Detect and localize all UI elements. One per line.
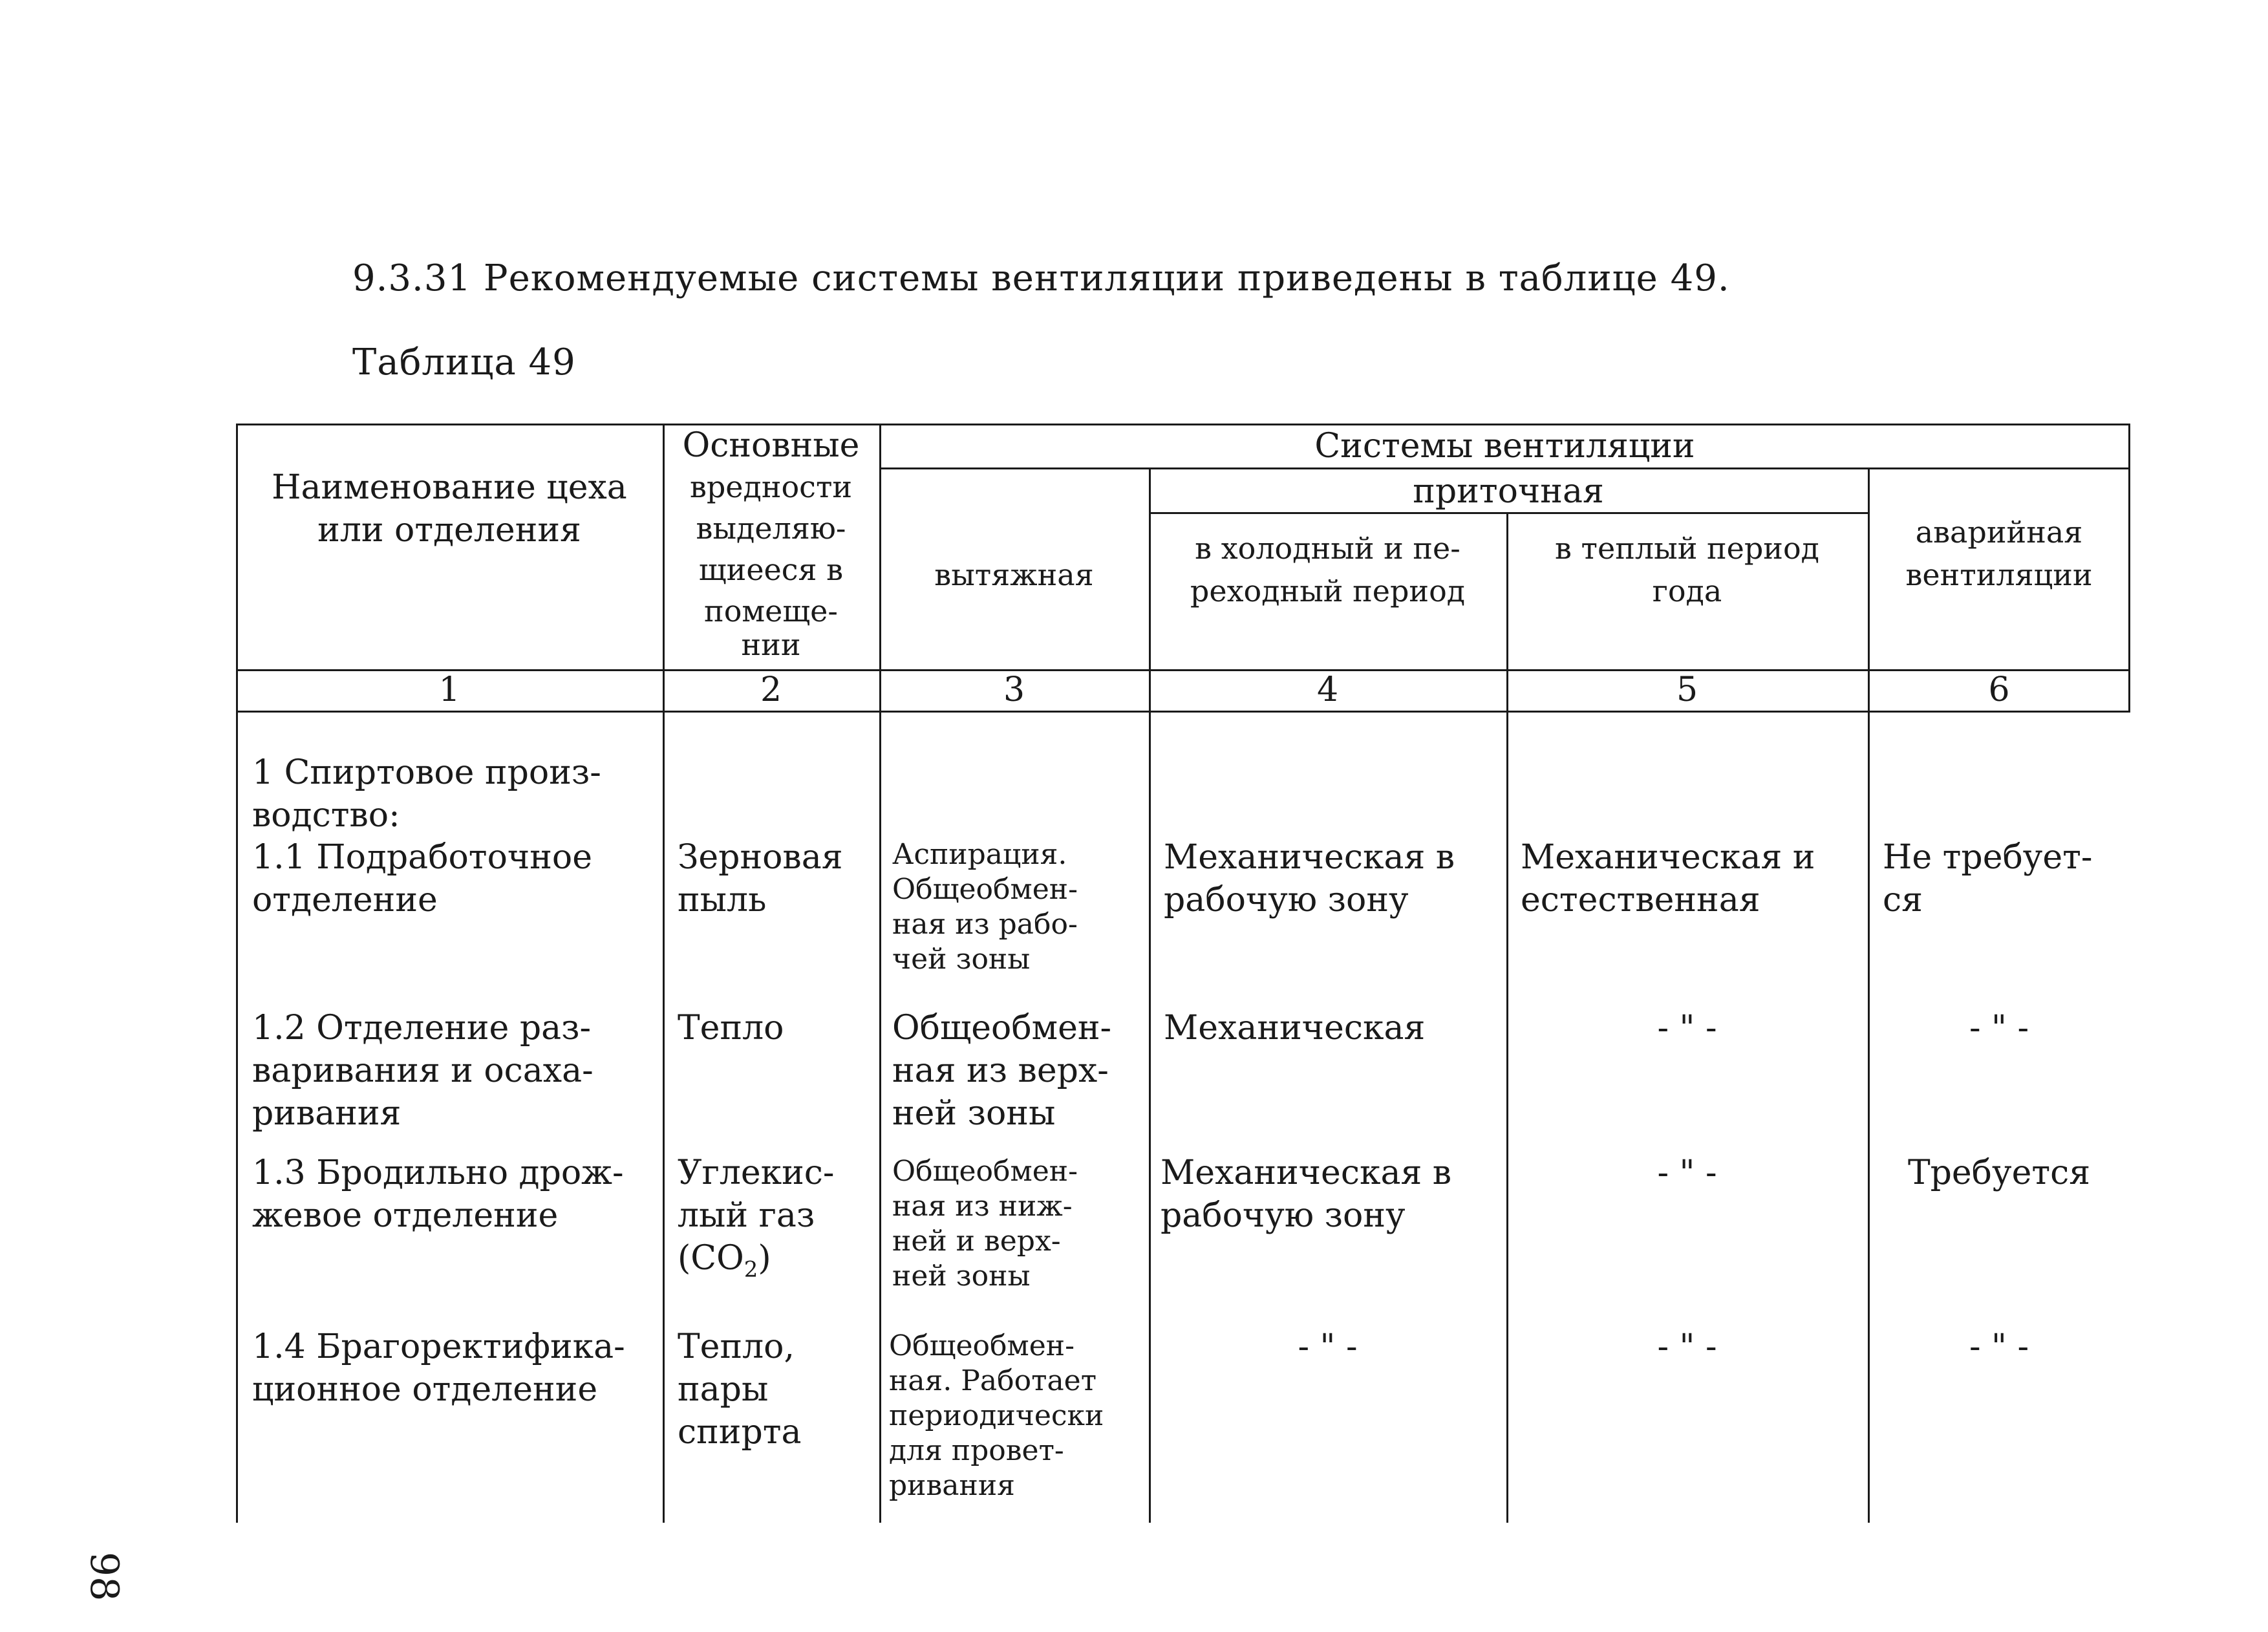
row-3-hazard: Углекис- лый газ $(CO_2)$ [678,1152,834,1291]
column-number-5: 5 [1676,671,1698,709]
table-caption: Таблица 49 [352,341,576,383]
row-2-emergency: - " - [1969,1009,2029,1047]
row-4-name: 1.4 Брагоректифика- ционное отделение [252,1327,625,1409]
header-cold-period: в холодный и пе- реходный период [1190,531,1466,608]
systems-header-rule [879,467,2130,469]
section-title: 1 Спиртовое произ- водство: [252,753,601,835]
header-emergency: аварийная вентиляции [1905,515,2093,592]
ventilation-table [236,424,2130,1523]
header-exhaust: вытяжная [934,557,1094,592]
row-2-hazard: Тепло [678,1009,784,1047]
row-2-exhaust: Общеобмен- ная из верх- ней зоны [892,1009,1112,1133]
row-1-name: 1.1 Подработочное отделение [252,838,592,919]
row-4-exhaust: Общеобмен- ная. Работает периодически для провет- ривания [889,1329,1104,1502]
column-number-6: 6 [1988,671,2010,709]
row-1-hazard: Зерновая пыль [678,838,843,919]
header-supply: приточная [1413,472,1604,511]
row-3-exhaust: Общеобмен- ная из ниж- ней и верх- ней зоны [892,1155,1078,1293]
column-numbers-rule [236,711,2130,713]
row-2-name: 1.2 Отделение раз- варивания и осаха- ривания [252,1009,594,1133]
column-number-4: 4 [1316,671,1339,709]
row-1-emergency: Не требует- ся [1883,838,2093,919]
row-4-cold: - " - [1298,1327,1358,1366]
row-1-warm: Механическая и естественная [1521,838,1815,919]
row-3-warm: - " - [1657,1154,1717,1192]
row-3-emergency: Требуется [1907,1154,2091,1192]
header-workshop: Наименование цеха или отделения [272,468,627,550]
row-2-warm: - " - [1657,1009,1717,1047]
intro-paragraph: 9.3.31 Рекомендуемые системы вентиляции приведены в таблице 49. [352,257,1730,299]
row-1-cold: Механическая в рабочую зону [1164,838,1455,919]
row-3-cold: Механическая в рабочую зону [1161,1154,1452,1235]
column-number-1: 1 [438,671,460,709]
column-number-3: 3 [1003,671,1025,709]
row-3-name: 1.3 Бродильно дрож- жевое отделение [252,1154,624,1235]
row-1-exhaust: Аспирация. Общеобмен- ная из рабо- чей зоны [892,838,1078,976]
header-systems: Системы вентиляции [1314,427,1695,466]
co2-formula: $(CO_2)$ [678,1239,771,1283]
table-left-border [236,424,238,1523]
row-4-hazard: Тепло, пары спирта [678,1327,802,1452]
header-hazards: Основные вредности выделяю- щиееся в помеще- нии [682,426,860,662]
column-number-2: 2 [760,671,782,709]
header-warm-period: в теплый период года [1555,531,1819,608]
row-2-cold: Механическая [1164,1009,1426,1047]
row-4-emergency: - " - [1969,1327,2029,1366]
row-4-warm: - " - [1657,1327,1717,1366]
page-number: 98 [81,1552,127,1602]
